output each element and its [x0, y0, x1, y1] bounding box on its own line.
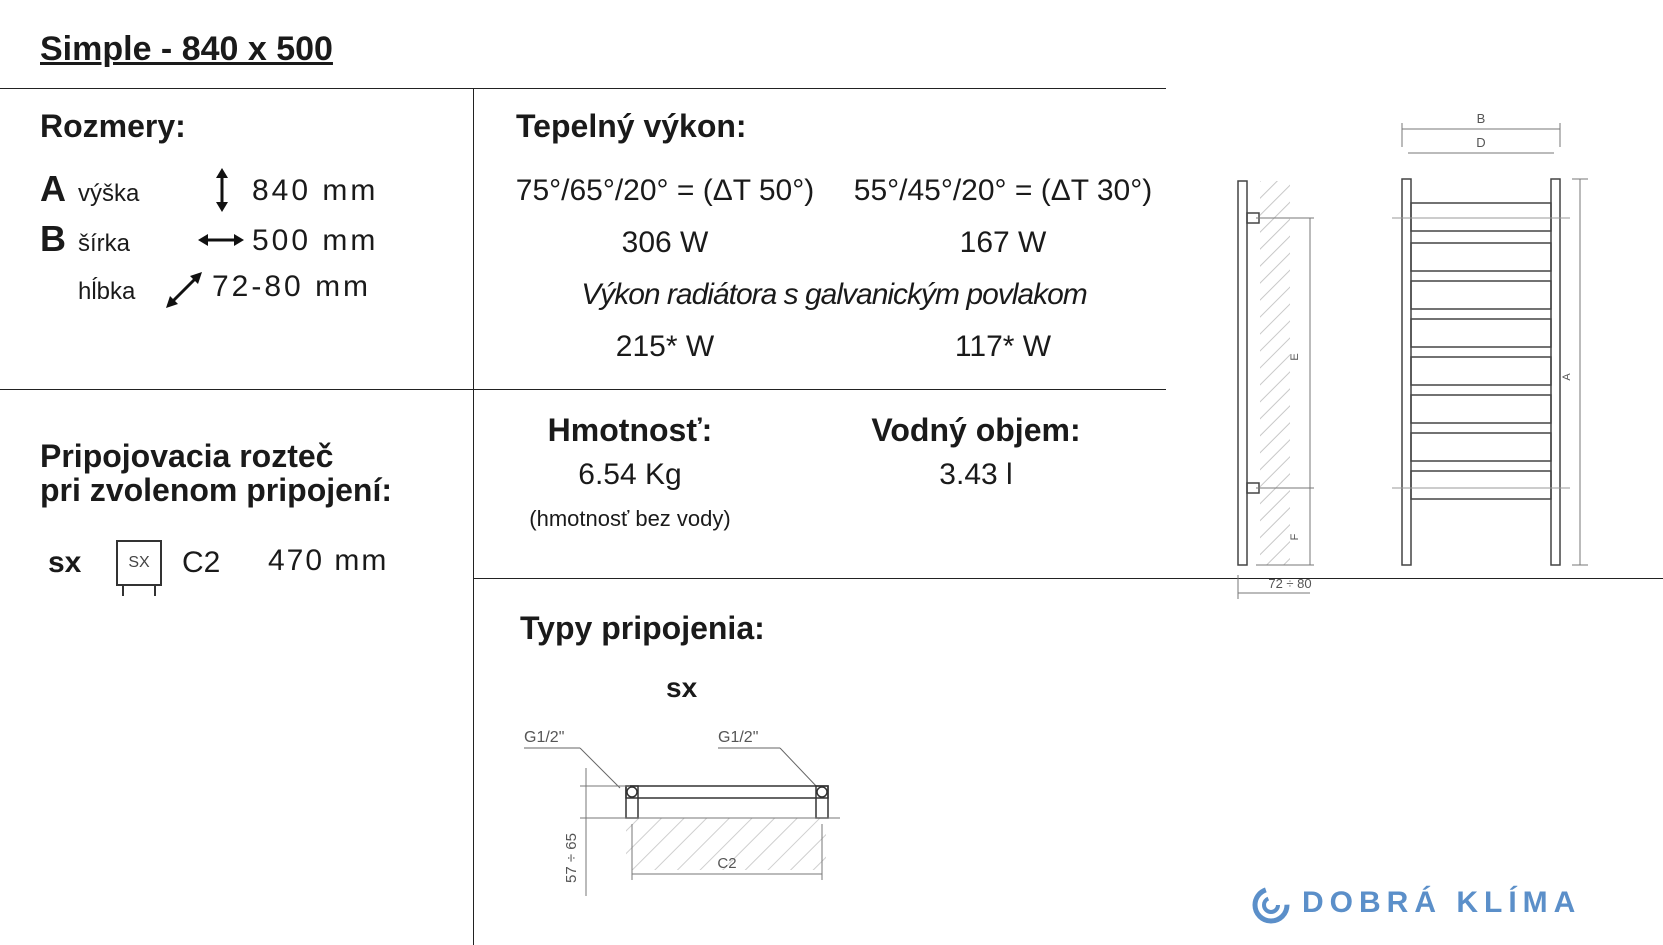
dobra-klima-logo	[1250, 882, 1650, 926]
logo-swirl-icon	[1250, 884, 1292, 926]
sx-connection-icon: SX	[116, 540, 162, 586]
dimension-row-a	[40, 168, 440, 208]
vertical-arrow-icon	[210, 168, 234, 212]
galvanic-value-1: 215* W	[615, 330, 715, 363]
connection-spacing-heading-1: Pripojovacia rozteč	[40, 438, 334, 474]
dimension-value: 840 mm	[252, 174, 379, 207]
connection-types-type: sx	[666, 672, 698, 703]
horizontal-arrow-icon	[198, 230, 244, 250]
connection-spacing-value: 470 mm	[268, 544, 389, 577]
sx-connection-diagram	[510, 720, 860, 900]
thermal-condition-2: 55°/45°/20° = (ΔT 30°)	[853, 174, 1153, 207]
dimension-label-b: B	[1476, 111, 1486, 126]
dimension-label-a: A	[1561, 373, 1573, 381]
sx-connection-pipe-right	[154, 586, 156, 596]
height-label: 57 ÷ 65	[563, 833, 580, 883]
dimension-letter: B	[40, 218, 66, 259]
dimension-label-d: D	[1476, 135, 1486, 150]
divider-top	[0, 88, 1166, 89]
weight-heading: Hmotnosť:	[547, 412, 713, 448]
divider-middle	[0, 389, 1166, 390]
dimension-label-depth: 72 ÷ 80	[1268, 576, 1312, 591]
dimension-letter: A	[40, 168, 66, 209]
galvanic-note: Výkon radiátora s galvanickým povlakom	[581, 278, 1087, 311]
water-volume-value: 3.43 l	[939, 458, 1013, 491]
dimension-label: výška	[78, 180, 140, 207]
water-volume-heading: Vodný objem:	[871, 412, 1081, 448]
dimension-label: hĺbka	[78, 278, 136, 305]
connection-spacing-heading-2: pri zvolenom pripojení:	[40, 472, 393, 508]
dimension-value: 72-80 mm	[212, 270, 372, 303]
dimension-label-f: F	[1289, 533, 1301, 541]
galvanic-value-2: 117* W	[954, 330, 1052, 363]
connection-spacing-type: sx	[48, 546, 82, 579]
drawing-subheading: (ilustračný)	[1202, 90, 1286, 109]
radiator-technical-drawing	[1166, 37, 1663, 591]
right-thread-label: G1/2"	[718, 729, 759, 746]
sx-connection-pipe-left	[122, 586, 124, 596]
divider-lower	[473, 578, 1663, 579]
dimension-label: šírka	[78, 230, 131, 257]
diagonal-arrow-icon	[164, 270, 204, 310]
left-thread-label: G1/2"	[524, 729, 565, 746]
page-title: Simple - 840 x 500	[40, 30, 333, 68]
dimension-label-e: E	[1289, 353, 1301, 361]
dimension-row-depth	[40, 266, 440, 310]
spacing-label: C2	[717, 855, 737, 872]
dimensions-heading: Rozmery:	[40, 108, 186, 144]
dimension-row-b	[40, 218, 440, 258]
weight-note: (hmotnosť bez vody)	[529, 506, 731, 531]
connection-types-heading: Typy pripojenia:	[520, 610, 765, 646]
thermal-value-1: 306 W	[621, 226, 709, 259]
logo-text: DOBRÁ KLÍMA	[1302, 886, 1582, 919]
thermal-value-2: 167 W	[959, 226, 1047, 259]
divider-left-column	[473, 88, 474, 945]
drawing-heading: Nákres:	[1190, 54, 1308, 90]
connection-spacing-code: C2	[182, 546, 221, 579]
weight-value: 6.54 Kg	[578, 458, 682, 491]
thermal-heading: Tepelný výkon:	[516, 108, 747, 144]
thermal-condition-1: 75°/65°/20° = (ΔT 50°)	[515, 174, 815, 207]
dimension-value: 500 mm	[252, 224, 379, 257]
